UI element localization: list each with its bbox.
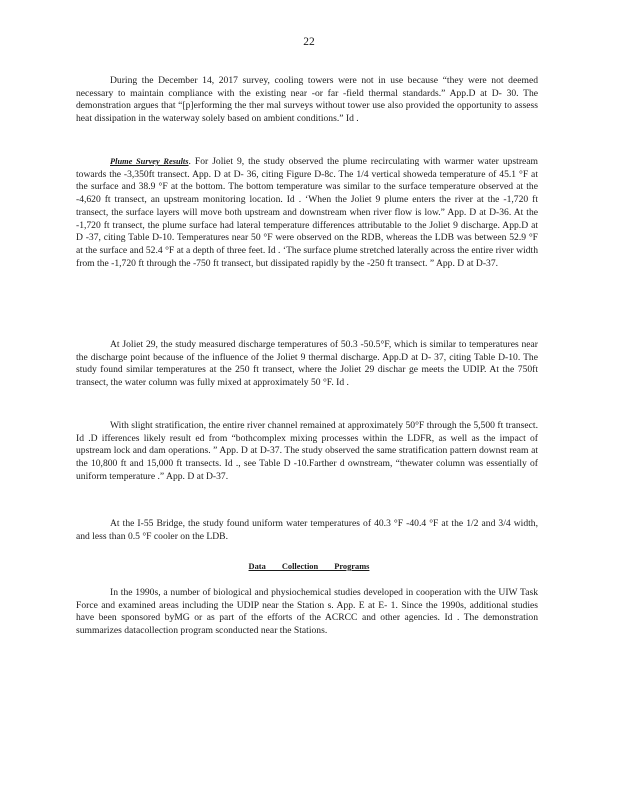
paragraph-text: . For Joliet 9, the study observed the plume recirculating with warmer water upstream towards the -3,350ft transect. App. D at D- 36, citing Figure D-8c. The 1/4 vertical showeda temperature of 45.1 °F at the surface and 38.9 °F at the bottom. The bottom temperature was similar to the surface temperature observed at the -4,620 ft transect, an upstream monitoring location. Id . ‘When the Joliet 9 plume enters the river at the -1,720 ft transect, the surface layers will move both upstream and downstream when river flow is low.” App. D at D-36. At the -1,720 ft transect, the plume surface had lateral temperature differences attributable to the Joliet 9 discharge. App.D at D -37, citing Table D-10. Temperatures near 50 °F were observed on the RDB, whereas the LDB was between 52.9 °F at the surface and 52.4 °F at a depth of three feet. Id . ‘The surface plume stretched laterally across the entire river width from the -1,720 ft through the -750 ft transect, but dissipated rapidly by the -250 ft transect. ” App. D at D-37. bbox=[76, 156, 538, 269]
page-number: 22 bbox=[303, 36, 315, 48]
paragraph: At the I-55 Bridge, the study found uniform water temperatures of 40.3 °F -40.4 °F at the 1/2 and 3/4 width, and less than 0.5 °F cooler on the LDB. bbox=[76, 518, 538, 542]
section-heading bbox=[0, 562, 618, 571]
section-heading-text: Data Collection Programs bbox=[248, 562, 370, 571]
paragraph: In the 1990s, a number of biological and physiochemical studies developed in cooperation with the UIW Task Force and examined areas including the UDIP near the Station s. App. E at E- 1. Since the 1990s, additional studies have been sponsored byMG or as part of the efforts of the ACRCC and other agencies. Id . The demonstration summarizes datacollection program sconducted near the Stations. bbox=[76, 587, 538, 637]
paragraph: At Joliet 29, the study measured discharge temperatures of 50.3 -50.5°F, which is similar to temperatures near the discharge point because of the influence of the Joliet 9 thermal discharge. App.D at D- 37, citing Table D-10. The study found similar temperatures at the 250 ft transect, where the Joliet 29 dischar ge meets the UDIP. At the 750ft transect, the water column was fully mixed at approximately 50 °F. Id . bbox=[76, 339, 538, 389]
paragraph: With slight stratification, the entire river channel remained at approximately 50°F through the 5,500 ft transect. Id .D ifferences likely result ed from “bothcomplex mixing processes within the LDFR, as well as the impact of upstream lock and dam operations. ” App. D at D-37. The study observed the same stratification pattern downst ream at the 10,800 ft and 15,000 ft transects. Id ., see Table D -10.Farther d ownstream, “thewater column was essentially of uniform temperature .” App. D at D-37. bbox=[76, 420, 538, 482]
run-in-heading: Plume Survey Results bbox=[110, 157, 189, 166]
paragraph bbox=[76, 156, 538, 270]
paragraph: During the December 14, 2017 survey, cooling towers were not in use because “they were not deemed necessary to maintain compliance with the existing near -or far -field thermal standards.” App.D at D- 30. The demonstration argues that “[p]erforming the ther mal surveys without tower use also provided the opportunity to assess heat dissipation in the waterway solely based on ambient conditions.” Id . bbox=[76, 75, 538, 125]
